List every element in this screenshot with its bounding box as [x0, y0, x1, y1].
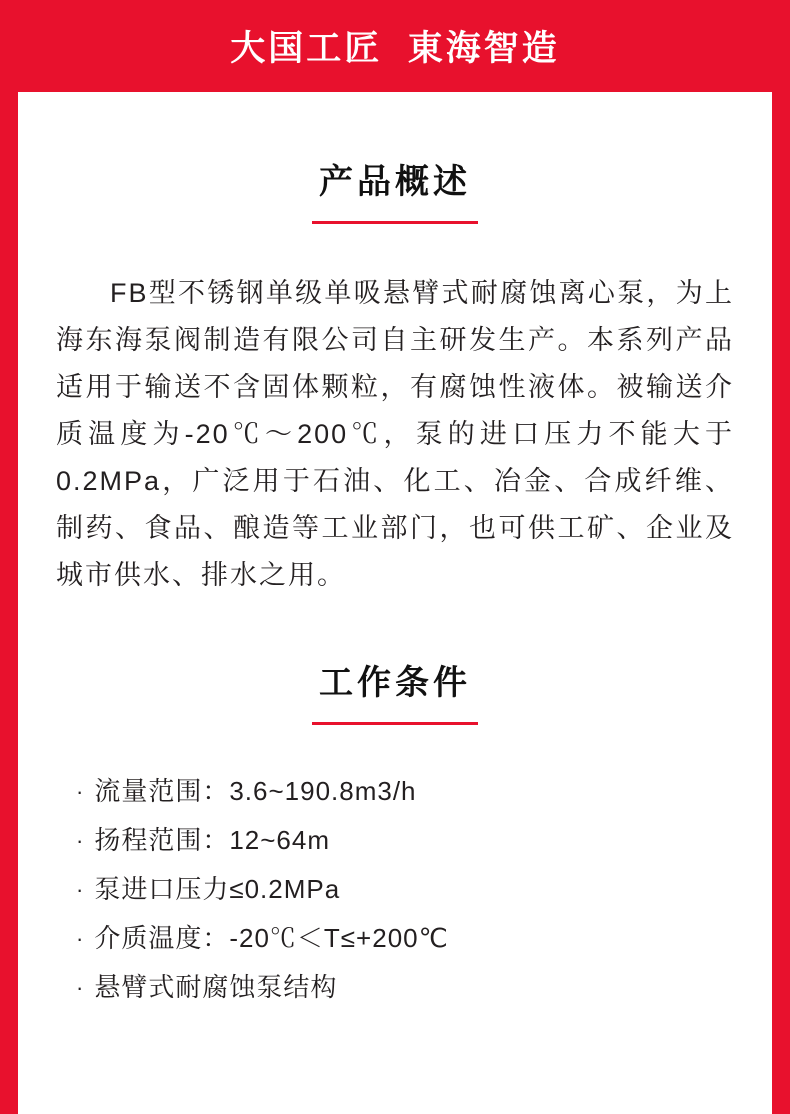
list-item: [76, 767, 772, 816]
title-underline-conditions: [312, 722, 478, 725]
bullet-icon: ·: [76, 779, 85, 804]
top-banner: [18, 0, 772, 92]
section-title-conditions: 工作条件: [319, 664, 471, 702]
list-item-label: 扬程范围：12~64m: [94, 825, 331, 855]
list-item: [76, 963, 772, 1012]
list-item-label: 流量范围：3.6~190.8m3/h: [94, 776, 417, 806]
bullet-icon: ·: [76, 828, 85, 853]
list-item-label: 泵进口压力≤0.2MPa: [94, 874, 341, 904]
working-conditions-list: [18, 767, 772, 1012]
bullet-icon: ·: [76, 877, 85, 902]
list-item: [76, 865, 772, 914]
list-item: [76, 816, 772, 865]
bullet-icon: ·: [76, 926, 85, 951]
list-item: [76, 914, 772, 963]
bullet-icon: ·: [76, 975, 85, 1000]
section-working-conditions: [18, 655, 772, 1012]
list-item-label: 介质温度：-20℃＜T≤+200℃: [94, 923, 449, 953]
title-underline-overview: [312, 221, 478, 224]
section-title-overview: 产品概述: [319, 163, 471, 201]
overview-paragraph: FB型不锈钢单级单吸悬臂式耐腐蚀离心泵，为上海东海泵阀制造有限公司自主研发生产。本系列产品适用于输送不含固体颗粒，有腐蚀性液体。被输送介质温度为-20℃～200℃，泵的进口压力不能大于0.2MPa，广泛用于石油、化工、冶金、合成纤维、制药、食品、酿造等工业部门，也可供工矿、企业及城市供水、排水之用。: [56, 278, 734, 590]
list-item-label: 悬臂式耐腐蚀泵结构: [94, 972, 338, 1002]
section-overview: [18, 154, 772, 599]
banner-slogan: 大国工匠 東海智造: [230, 29, 560, 68]
page-content: [18, 92, 772, 1012]
